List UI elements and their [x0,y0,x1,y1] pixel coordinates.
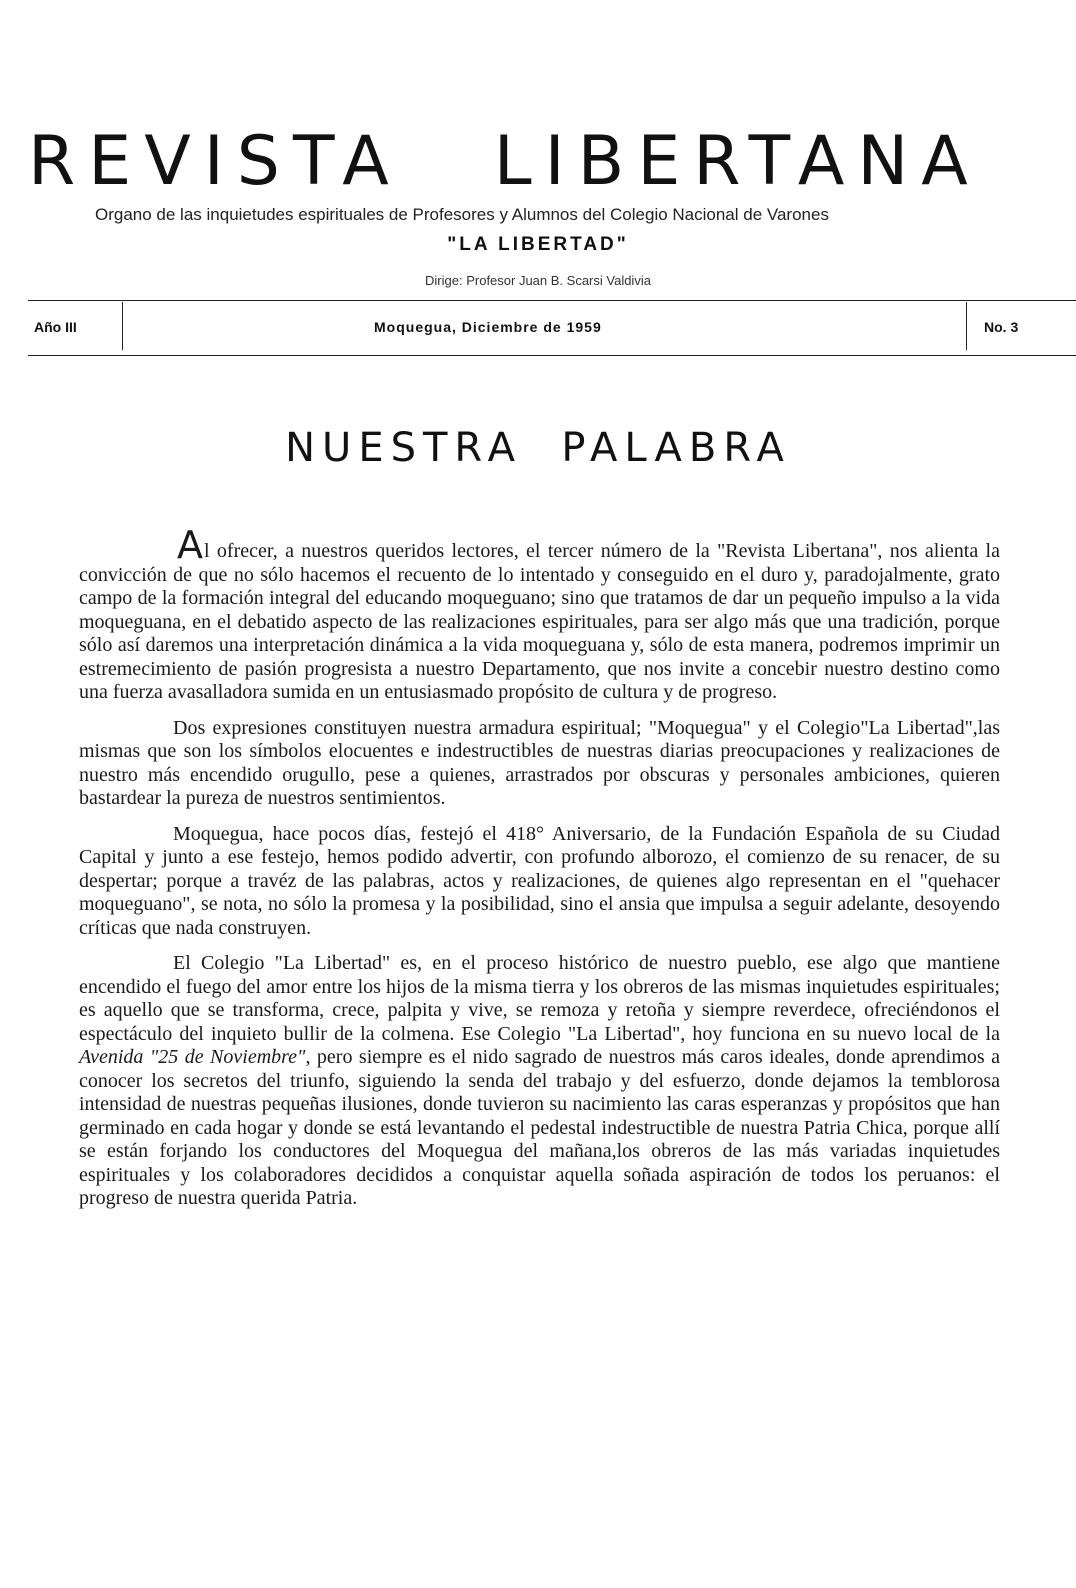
article-paragraph-1 [79,523,1000,705]
article-title: NUESTRA PALABRA [285,425,791,471]
article-paragraph-4-text-b: , pero siempre es el nido sagrado de nuestros más caros ideales, donde aprendimos a conocer los secretos del triunfo, siguiendo la senda del trabajo y del esfuerzo, donde dejamos la temblorosa intensidad de nuestras pequeñas ilusiones, donde tuvieron su nacimiento las caras esperanzas y propósitos que han germinado en cada hogar y donde se está levantando el pedestal indestructible de nuestra Patria Chica, porque allí se están forjando los conductores del Moquegua del mañana,los obreros de las más variadas inquietudes espirituales y los colaboradores decididos a conquistar aquella soñada aspiración de todos los peruanos: el progreso de nuestra querida Patria. [79,1046,1000,1209]
bottom-rule [28,355,1076,356]
masthead-title-part1: REVISTA [28,128,402,196]
masthead-title [28,128,1076,196]
drop-cap: A [177,523,203,567]
avenue-name: Avenida "25 de Noviembre" [79,1046,306,1068]
issue-bar-divider-right [966,302,967,350]
article-paragraph-4-text-a: El Colegio "La Libertad" es, en el proceso histórico de nuestro pueblo, ese algo que mantiene encendido el fuego del amor entre los hijos de la misma tierra y los obreros de las mismas inquietudes espirituales; es aquello que se transforma, crece, palpita y vive, se remoza y retoña y siempre reverdece, ofreciéndonos el espectáculo del inquieto bullir de la colmena. Ese Colegio "La Libertad", hoy funciona en su nuevo local de la [79,952,1000,1045]
article-paragraph-4 [79,952,1000,1211]
director-line: Dirige: Profesor Juan B. Scarsi Valdivia [425,273,651,288]
masthead-subtitle: Organo de las inquietudes espirituales de Profesores y Alumnos del Colegio Nacional de Varones [95,205,829,224]
issue-place-date: Moquegua, Diciembre de 1959 [374,319,602,335]
article-paragraph-1-text: l ofrecer, a nuestros queridos lectores, el tercer número de la "Revista Libertana", nos alienta la convicción de que no sólo hacemos el recuento de lo intentado y conseguido en el duro y, paradojalmente, grato campo de la formación integral del educando moqueguano; sino que tratamos de dar un pequeño impulso a la vida moqueguana, en el debatido aspecto de las realizaciones espirituales, para ser algo más que una tradición, porque sólo así daremos una interpretación dinámica a la vida moqueguana y, sólo de esta manera, podremos imprimir un estremecimiento de pasión progresista a nuestro Departamento, que nos invite a concebir nuestro destino como una fuerza avasalladora sumida en un entusiasmado propósito de cultura y de progreso. [79,540,1000,703]
article-paragraph-2: Dos expresiones constituyen nuestra armadura espiritual; "Moquegua" y el Colegio"La Libertad",las mismas que son los símbolos elocuentes e indestructibles de nuestras diarias preocupaciones y realizaciones de nuestro más encendido orugullo, pese a quienes, arrastrados por obscuras y personales ambiciones, quieren bastardear la pureza de nuestros sentimientos. [79,716,1000,809]
issue-number: No. 3 [984,319,1019,335]
masthead-title-part2: LIBERTANA [493,128,981,196]
top-rule [28,300,1076,301]
school-name: "LA LIBERTAD" [447,234,629,255]
issue-bar-divider-left [122,302,123,350]
article-body [79,523,1000,1223]
issue-year: Año III [34,319,77,335]
article-paragraph-3: Moquegua, hace pocos días, festejó el 418° Aniversario, de la Fundación Española de su Ciudad Capital y junto a ese festejo, hemos podido advertir, con profundo alborozo, el comienzo de su renacer, de su despertar; porque a travéz de las palabras, actos y realizaciones, de quienes algo representan en el "quehacer moqueguano", se nota, no sólo la promesa y la posibilidad, sino el ansia que impulsa a seguir adelante, desoyendo críticas que nada construyen. [79,822,1000,939]
